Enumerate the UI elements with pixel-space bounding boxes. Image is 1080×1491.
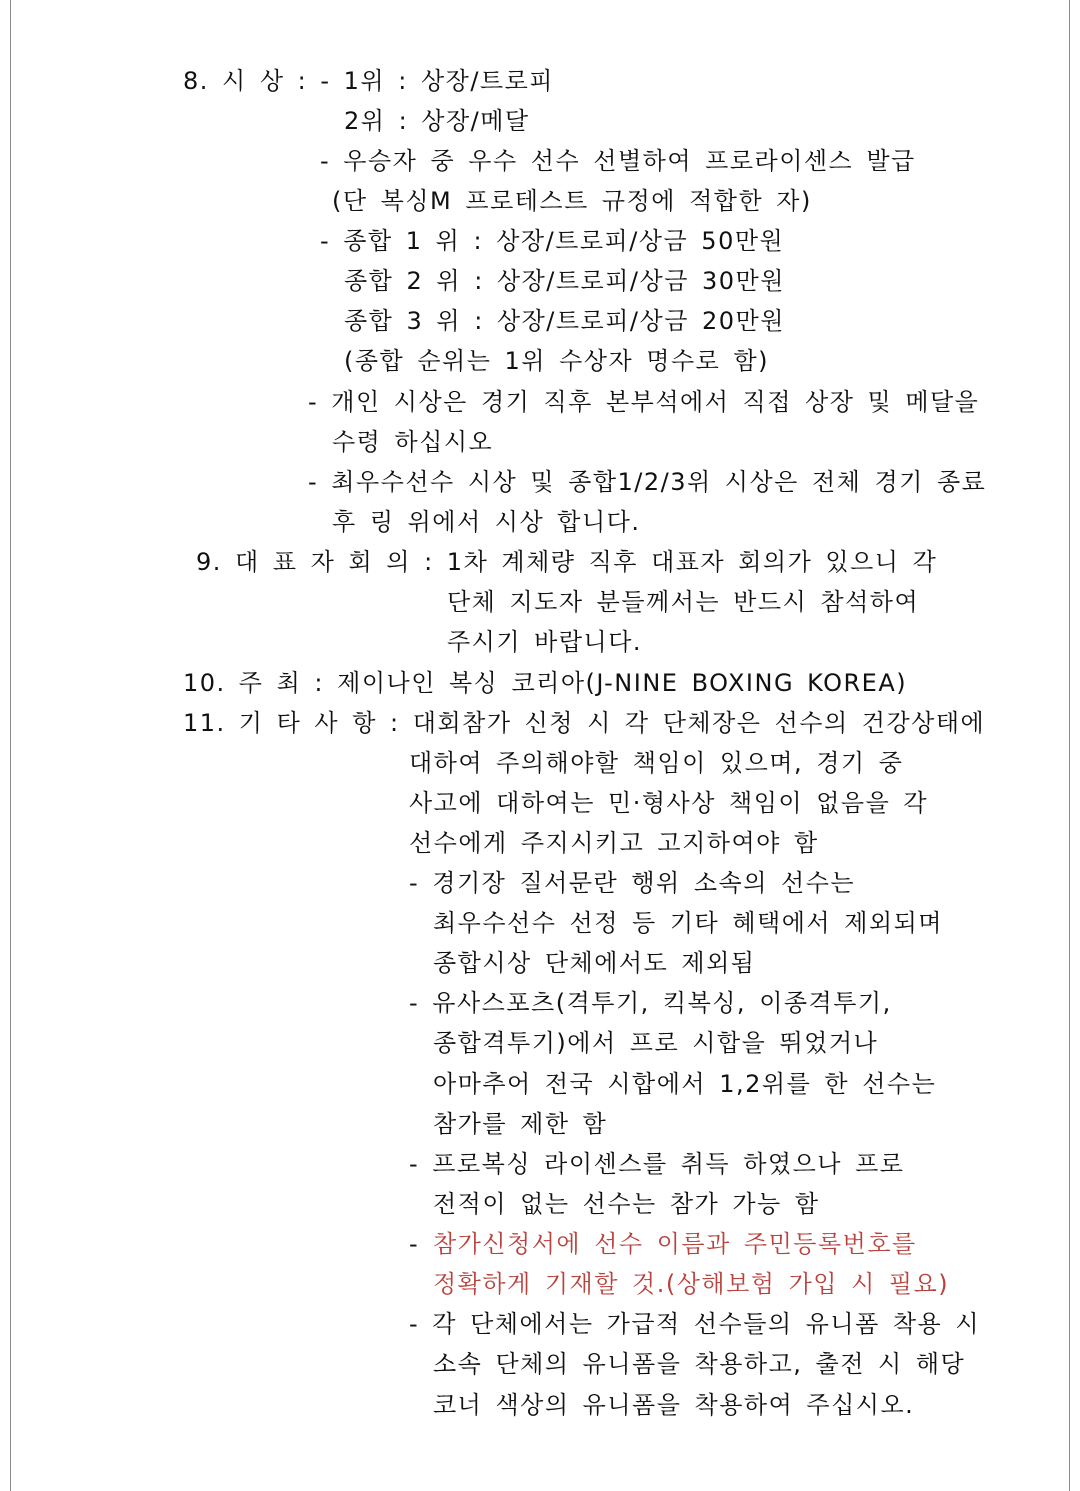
etc-bullet-5-line-2: 소속 단체의 유니폼을 착용하고, 출전 시 해당 [433,1350,966,1378]
etc-line-3: 사고에 대하여는 민·형사상 책임이 없음을 각 [409,789,929,817]
awards-overall-note: (종합 순위는 1위 수상자 명수로 함) [344,347,770,375]
etc-bullet-3-line-1: - 프로복싱 라이센스를 취득 하였으나 프로 [409,1150,905,1178]
awards-individual-2: 수령 하십시오 [332,428,494,456]
page-border [10,0,1070,1491]
etc-bullet-2-line-1: - 유사스포츠(격투기, 킥복싱, 이종격투기, [409,989,892,1017]
awards-best-player-2: 후 링 위에서 시상 합니다. [332,508,641,536]
etc-bullet-2-line-4: 참가를 제한 함 [433,1110,608,1138]
etc-bullet-5-line-3: 코너 색상의 유니폼을 착용하여 주십시오. [433,1391,915,1419]
host-heading: 10. 주 최 : 제이나인 복싱 코리아(J-NINE BOXING KOREA) [183,669,908,697]
awards-overall-3: 종합 3 위 : 상장/트로피/상금 20만원 [344,307,785,335]
etc-heading: 11. 기 타 사 항 : 대회참가 신청 시 각 단체장은 선수의 건강상태에 [183,709,986,737]
etc-bullet-1-line-1: - 경기장 질서문란 행위 소속의 선수는 [409,869,856,897]
etc-bullet-1-line-3: 종합시상 단체에서도 제외됨 [433,949,756,977]
etc-bullet-2-line-3: 아마추어 전국 시합에서 1,2위를 한 선수는 [433,1070,937,1098]
awards-second-place: 2위 : 상장/메달 [344,107,530,135]
awards-best-player-1: - 최우수선수 시상 및 종합1/2/3위 시상은 전체 경기 종료 [308,468,987,496]
etc-bullet-4-line-2-highlight: 정확하게 기재할 것.(상해보험 가입 시 필요) [433,1270,950,1298]
awards-overall-2: 종합 2 위 : 상장/트로피/상금 30만원 [344,267,785,295]
awards-overall-1: - 종합 1 위 : 상장/트로피/상금 50만원 [320,227,785,255]
meeting-line-3: 주시기 바랍니다. [447,628,643,656]
awards-pro-license-note: (단 복싱M 프로테스트 규정에 적합한 자) [332,187,812,215]
etc-bullet-4-line-1-highlight: 참가신청서에 선수 이름과 주민등록번호를 [433,1230,917,1258]
etc-line-4: 선수에게 주지시키고 고지하여야 함 [409,829,819,857]
etc-bullet-3-line-2: 전적이 없는 선수는 참가 가능 함 [433,1190,820,1218]
awards-individual-1: - 개인 시상은 경기 직후 본부석에서 직접 상장 및 메달을 [308,388,980,416]
etc-bullet-1-line-2: 최우수선수 선정 등 기타 혜택에서 제외되며 [433,909,943,937]
meeting-heading: 9. 대 표 자 회 의 : 1차 계체량 직후 대표자 회의가 있으니 각 [196,548,938,576]
etc-bullet-4-dash: - [409,1230,420,1258]
etc-line-2: 대하여 주의해야할 책임이 있으며, 경기 중 [409,749,904,777]
awards-heading: 8. 시 상 : - 1위 : 상장/트로피 [183,67,554,95]
etc-bullet-2-line-2: 종합격투기)에서 프로 시합을 뛰었거나 [433,1029,879,1057]
etc-bullet-5-line-1: - 각 단체에서는 가급적 선수들의 유니폼 착용 시 [409,1310,981,1338]
awards-pro-license: - 우승자 중 우수 선수 선별하여 프로라이센스 발급 [320,147,916,175]
meeting-line-2: 단체 지도자 분들께서는 반드시 참석하여 [447,588,920,616]
